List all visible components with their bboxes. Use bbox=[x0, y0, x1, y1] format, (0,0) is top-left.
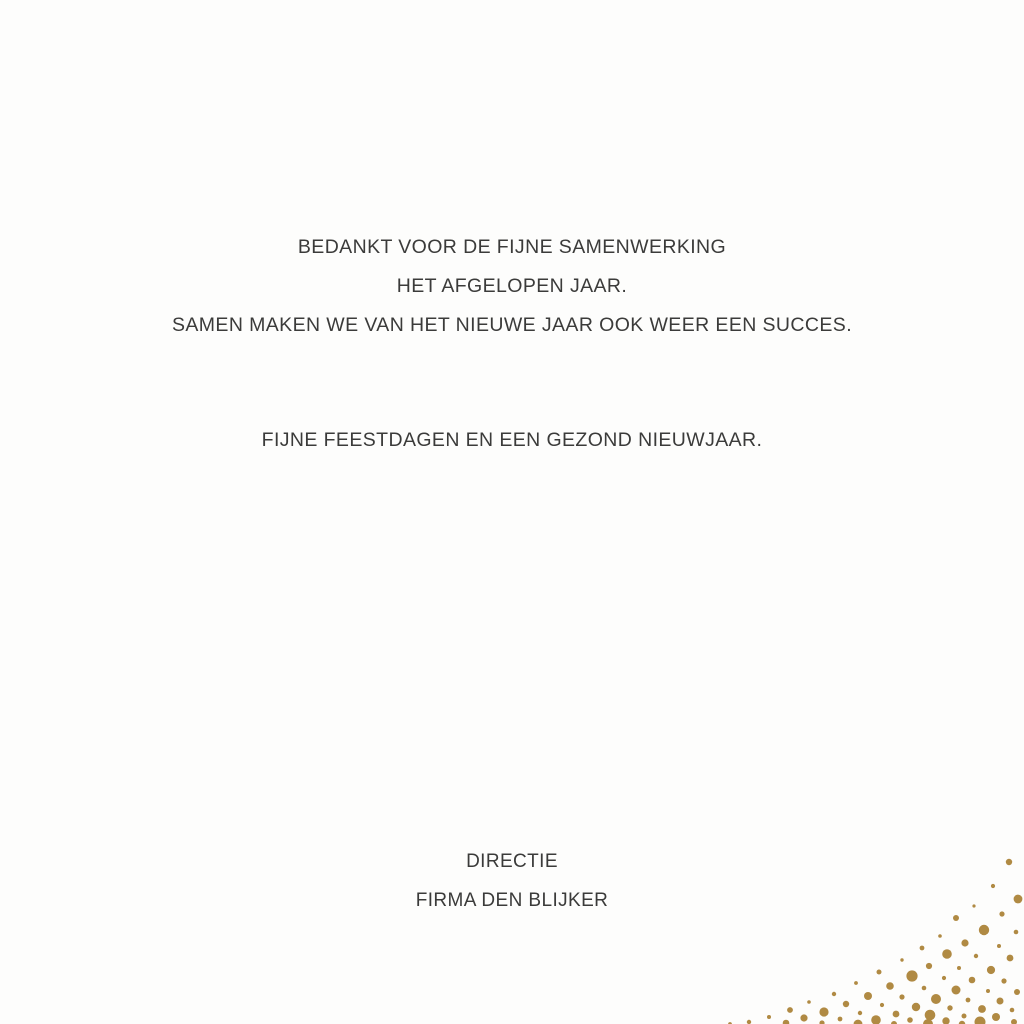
wish-line-1: FIJNE FEESTDAGEN EN EEN GEZOND NIEUWJAAR. bbox=[261, 429, 763, 451]
signature-company: FIRMA DEN BLIJKER bbox=[415, 890, 609, 911]
message-line-2: HET AFGELOPEN JAAR. bbox=[396, 275, 628, 297]
signature-role: DIRECTIE bbox=[466, 851, 558, 872]
wish-block bbox=[0, 422, 1024, 458]
message-block bbox=[0, 228, 1024, 345]
message-line-3: SAMEN MAKEN WE VAN HET NIEUWE JAAR OOK WEER EEN SUCCES. bbox=[171, 314, 853, 336]
message-line-1: BEDANKT VOOR DE FIJNE SAMENWERKING bbox=[297, 236, 727, 258]
signature-block bbox=[0, 842, 1024, 920]
